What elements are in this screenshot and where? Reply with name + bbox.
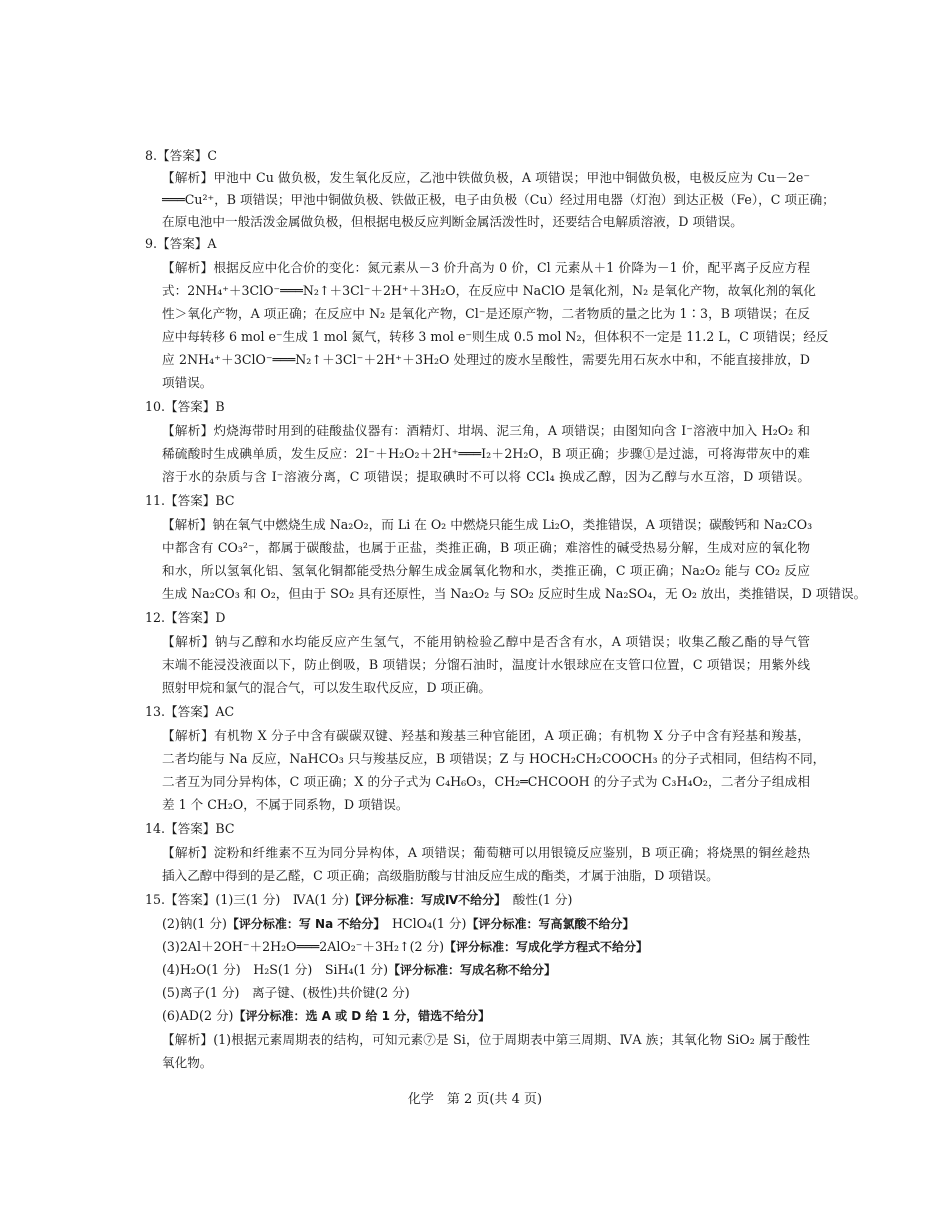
explanation-15-line-2: 氧化物。 xyxy=(162,1055,213,1070)
explanation-12-line-1: 【解析】钠与乙醇和水均能反应产生氢气，不能用钠检验乙醇中是否含有水，A 项错误；收集乙酸乙酯的导气管 xyxy=(162,634,810,649)
explanation-13-line-2: 二者均能与 Na 反应，NaHCO₃ 只与羧基反应，B 项错误；Z 与 HOCH₂CH₂COOCH₃ 的分子式相同，但结构不同， xyxy=(162,751,826,766)
answer-15-line-1 xyxy=(145,890,572,910)
explanation-11-line-4: 生成 Na₂CO₃ 和 O₂，但由于 SO₂ 具有还原性，当 Na₂O₂ 与 SO₂ 反应时生成 Na₂SO₄，无 O₂ 放出，类推错误，D 项错误。 xyxy=(162,586,867,601)
answer-15-part-5: (5)离子(1 分) 离子键、(极性)共价键(2 分) xyxy=(162,985,410,1000)
explanation-15-line-1: 【解析】(1)根据元素周期表的结构，可知元素⑦是 Si，位于周期表中第三周期、ⅣA 族；其氧化物 SiO₂ 属于酸性 xyxy=(162,1032,810,1047)
explanation-9-line-3: 性＞氧化产物，A 项正确；在反应中 N₂ 是氧化产物，Cl⁻是还原产物，二者物质的量之比为 1∶3，B 项错误；在反 xyxy=(162,306,810,321)
explanation-8-line-2: ═══Cu²⁺，B 项错误；甲池中铜做负极、铁做正极，电子由负极（Cu）经过用电器（灯泡）到达正极（Fe），C 项正确； xyxy=(162,192,835,207)
answer-15-part-2b: HClO₄(1 分) xyxy=(379,916,467,931)
explanation-13-line-4: 差 1 个 CH₂O，不属于同系物，D 项错误。 xyxy=(162,797,409,812)
explanation-11-line-1: 【解析】钠在氧气中燃烧生成 Na₂O₂，而 Li 在 O₂ 中燃烧只能生成 Li₂O，类推错误，A 项错误；碳酸钙和 Na₂CO₃ xyxy=(162,517,813,532)
grading-note-5: 【评分标准：写成名称不给分】 xyxy=(388,963,557,977)
answer-15-line-5 xyxy=(162,983,410,1003)
explanation-10-line-1: 【解析】灼烧海带时用到的硅酸盐仪器有：酒精灯、坩埚、泥三角，A 项错误；由图知向含 I⁻溶液中加入 H₂O₂ 和 xyxy=(162,423,810,438)
answer-15-line-6 xyxy=(162,1006,490,1026)
grading-note-6: 【评分标准：选 A 或 D 给 1 分，错选不给分】 xyxy=(233,1009,491,1023)
answer-10-heading: 10.【答案】B xyxy=(145,399,225,414)
explanation-14-line-2: 插入乙醇中得到的是乙醛，C 项正确；高级脂肪酸与甘油反应生成的酯类，才属于油脂，D 项错误。 xyxy=(162,868,719,883)
explanation-10-line-2: 稀硫酸时生成碘单质，发生反应：2I⁻＋H₂O₂＋2H⁺═══I₂＋2H₂O，B 项正确；步骤①是过滤，可将海带灰中的难 xyxy=(162,446,810,461)
explanation-9-line-4: 应中每转移 6 mol e⁻生成 1 mol 氮气，转移 3 mol e⁻则生成 0.5 mol N₂，但体积不一定是 11.2 L，C 项错误；经反 xyxy=(162,329,829,344)
answer-8-heading: 8.【答案】C xyxy=(145,148,218,163)
explanation-13-line-3: 二者互为同分异构体，C 项正确；X 的分子式为 C₄H₆O₃，CH₂═CHCOOH 的分子式为 C₃H₄O₂，二者分子组成相 xyxy=(162,774,810,789)
answer-15-line-3 xyxy=(162,937,648,957)
page-footer: 化学 第 2 页(共 4 页) xyxy=(407,1092,543,1107)
explanation-10-line-3: 溶于水的杂质与含 I⁻溶液分离，C 项错误；提取碘时不可以将 CCl₄ 换成乙醇，因为乙醇与水互溶，D 项错误。 xyxy=(162,469,810,484)
explanation-9-line-1: 【解析】根据反应中化合价的变化：氮元素从－3 价升高为 0 价，Cl 元素从＋1 价降为－1 价，配平离子反应方程 xyxy=(162,260,810,275)
answer-14-heading: 14.【答案】BC xyxy=(145,821,235,836)
explanation-14-line-1: 【解析】淀粉和纤维素不互为同分异构体，A 项错误；葡萄糖可以用银镜反应鉴别，B 项正确；将烧黑的铜丝趁热 xyxy=(162,845,810,860)
answer-15-part-1: 15.【答案】(1)三(1 分) ⅣA(1 分) xyxy=(145,892,349,907)
grading-note-3: 【评分标准：写高氯酸不给分】 xyxy=(466,917,635,931)
explanation-8-line-1: 【解析】甲池中 Cu 做负极，发生氧化反应，乙池中铁做负极，A 项错误；甲池中铜做负极，电极反应为 Cu－2e⁻ xyxy=(162,170,810,185)
explanation-12-line-3: 照射甲烷和氯气的混合气，可以发生取代反应，D 项正确。 xyxy=(162,680,491,695)
answer-15-part-3: (3)2Al＋2OH⁻＋2H₂O═══2AlO₂⁻＋3H₂↑(2 分) xyxy=(162,939,445,954)
answer-15-part-2: (2)钠(1 分) xyxy=(162,916,227,931)
answer-15-part-4: (4)H₂O(1 分) H₂S(1 分) SiH₄(1 分) xyxy=(162,962,389,977)
explanation-11-line-2: 中都含有 CO₃²⁻，都属于碳酸盐，也属于正盐，类推正确，B 项正确；难溶性的碱受热易分解，生成对应的氧化物 xyxy=(162,540,810,555)
grading-note-4: 【评分标准：写成化学方程式不给分】 xyxy=(444,940,649,954)
answer-13-heading: 13.【答案】AC xyxy=(145,704,235,719)
explanation-11-line-3: 和水，所以氢氧化铝、氢氧化铜都能受热分解生成金属氧化物和水，类推正确，C 项正确；Na₂O₂ 能与 CO₂ 反应 xyxy=(162,563,810,578)
grading-note-2: 【评分标准：写 Na 不给分】 xyxy=(226,917,380,931)
answer-9-heading: 9.【答案】A xyxy=(145,236,217,251)
grading-note-1: 【评分标准：写成Ⅳ不给分】 xyxy=(348,893,501,907)
answer-15-line-4 xyxy=(162,960,556,980)
explanation-9-line-5: 应 2NH₄⁺＋3ClO⁻═══N₂↑＋3Cl⁻＋2H⁺＋3H₂O 处理过的废水呈酸性，需要先用石灰水中和，不能直接排放，D xyxy=(162,352,810,367)
explanation-12-line-2: 末端不能浸没液面以下，防止倒吸，B 项错误；分馏石油时，温度计水银球应在支管口位置，C 项错误；用紫外线 xyxy=(162,657,810,672)
answer-15-line-2 xyxy=(162,914,634,934)
answer-12-heading: 12.【答案】D xyxy=(145,610,226,625)
explanation-9-line-6: 项错误。 xyxy=(162,375,213,390)
answer-15-part-6: (6)AD(2 分) xyxy=(162,1008,234,1023)
answer-11-heading: 11.【答案】BC xyxy=(145,493,235,508)
explanation-8-line-3: 在原电池中一般活泼金属做负极，但根据电极反应判断金属活泼性时，还要结合电解质溶液，D 项错误。 xyxy=(162,214,743,229)
explanation-9-line-2: 式：2NH₄⁺＋3ClO⁻═══N₂↑＋3Cl⁻＋2H⁺＋3H₂O，在反应中 NaClO 是氧化剂，N₂ 是氧化产物，故氧化剂的氧化 xyxy=(162,283,816,298)
explanation-13-line-1: 【解析】有机物 X 分子中含有碳碳双键、羟基和羧基三种官能团，A 项正确；有机物 X 分子中含有羟基和羧基， xyxy=(162,728,810,743)
answer-15-part-1b: 酸性(1 分) xyxy=(500,892,573,907)
